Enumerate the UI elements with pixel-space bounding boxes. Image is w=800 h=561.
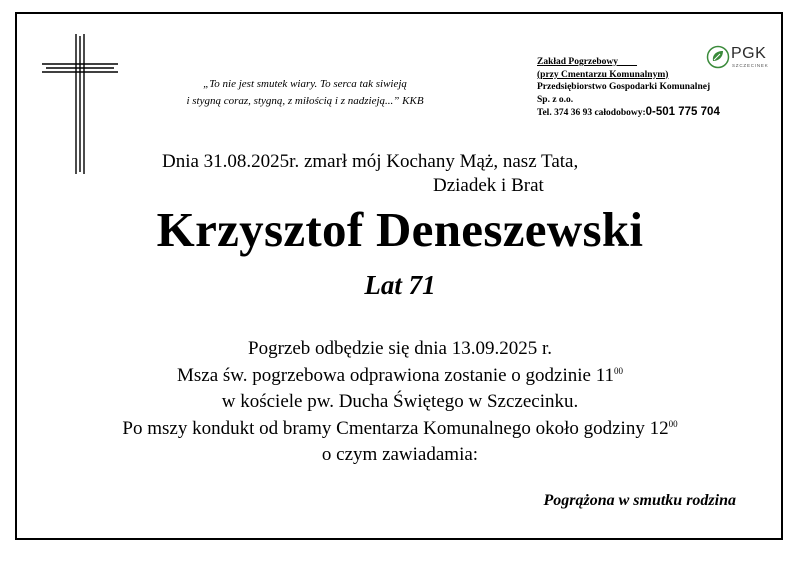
deceased-age: Lat 71 [364,270,436,300]
deceased-name: Krzysztof Deneszewski [156,202,644,257]
church-location: w kościele pw. Ducha Świętego w Szczecinku. [221,391,579,412]
logo-text: PGK [731,45,767,62]
firm-name: Zakład Pogrzebowy [537,57,619,67]
funeral-home-info [537,56,777,120]
quote-line-2: i stygną coraz, stygną, z miłością i z nadzieją...” KKB [186,95,424,107]
mass-time: Msza św. pogrzebowa odprawiona zostanie o godzinie $11^{00}$ [176,364,624,386]
firm-legal-form: Sp. z o.o. [537,94,574,105]
funeral-details [0,336,800,469]
notice-closing: o czym zawiadamia: [321,444,479,465]
firm-location: (przy Cmentarzu Komunalnym) [537,69,669,80]
death-announcement [150,150,670,198]
cross-icon [42,34,118,174]
announcement-line-1: Dnia 31.08.2025r. zmarł mój Kochany Mąż, nasz Tata, [162,151,579,172]
phone-mobile: 0-501 775 704 [645,106,720,119]
firm-phone [537,106,777,120]
announcement-line-2: Dziadek i Brat [433,175,544,196]
memorial-quote [150,76,460,110]
family-signature: Pogrążona w smutku rodzina [543,492,736,509]
logo-subtext: SZCZECINEK [732,63,769,68]
quote-line-1: „To nie jest smutek wiary. To serca tak siwieją [203,78,407,90]
phone-label: Tel. 374 36 93 całodobowy: [537,108,646,119]
procession-time: Po mszy kondukt od bramy Cmentarza Komunalnego około godziny $12^{00}$ [122,417,678,439]
firm-company: Przedsiębiorstwo Gospodarki Komunalnej [537,82,711,93]
funeral-date: Pogrzeb odbędzie się dnia 13.09.2025 r. [248,338,552,359]
